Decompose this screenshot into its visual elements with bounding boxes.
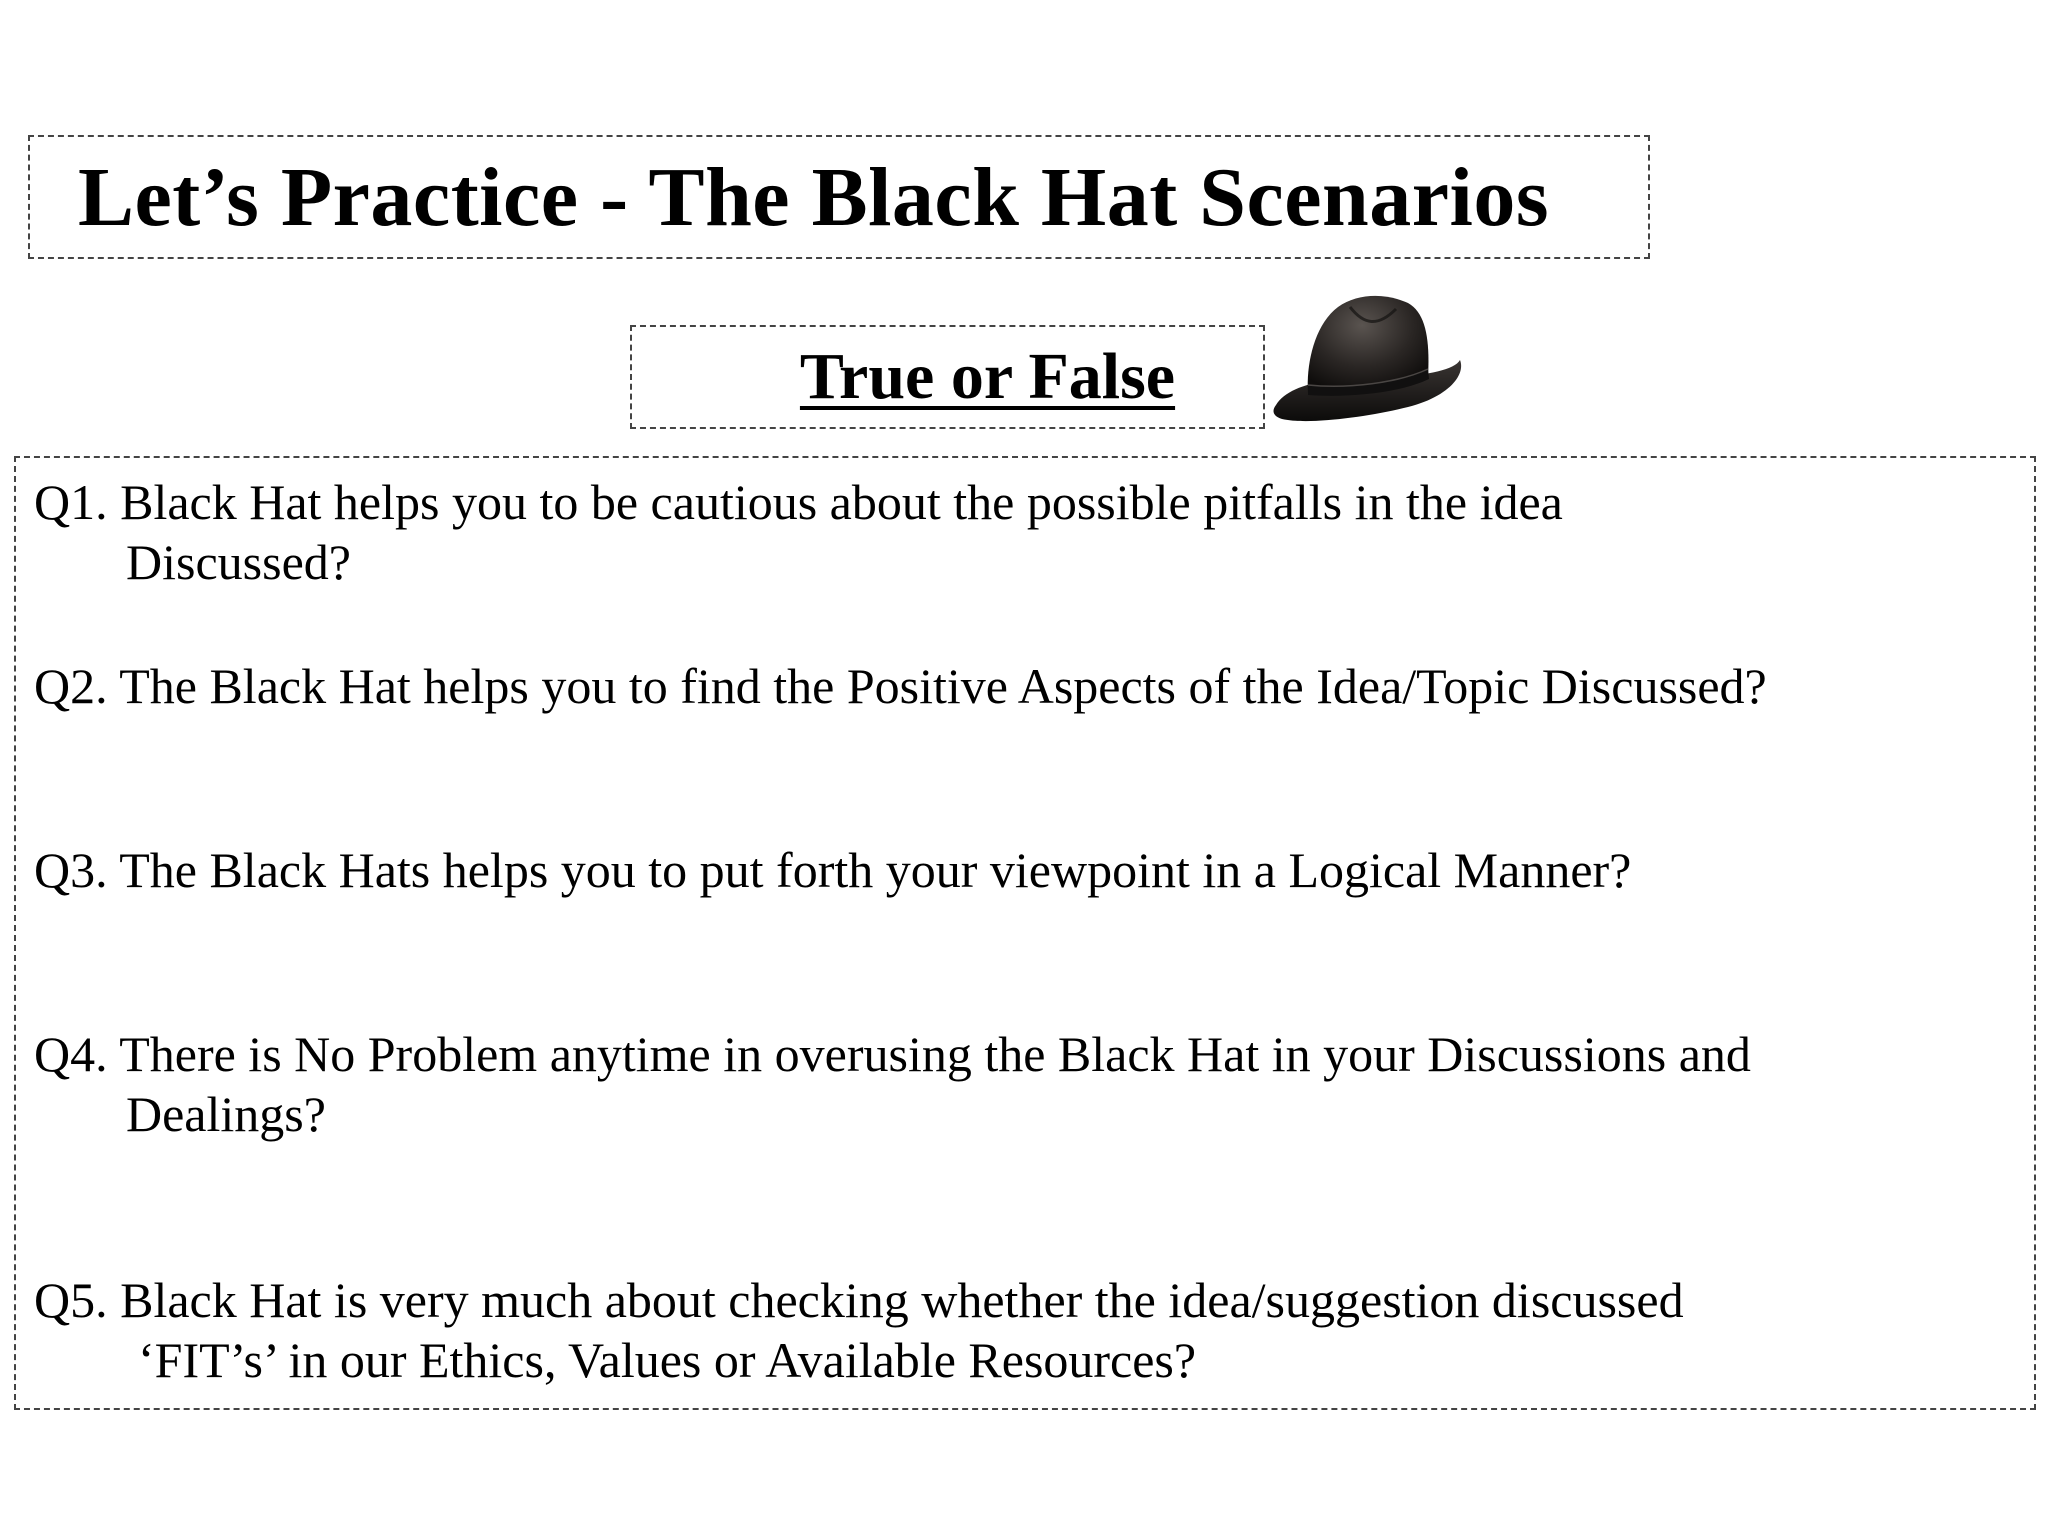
- question-text: The Black Hat helps you to find the Positive Aspects of the Idea/Topic Discussed?: [119, 658, 1767, 714]
- question-5: [34, 1270, 1684, 1390]
- question-number: Q5.: [34, 1272, 108, 1328]
- question-text-continued: ‘FIT’s’ in our Ethics, Values or Available Resources?: [138, 1332, 1197, 1388]
- question-number: Q1.: [34, 474, 108, 530]
- black-hat-icon: [1268, 285, 1468, 435]
- question-number: Q2.: [34, 658, 108, 714]
- questions-box: [14, 456, 2036, 1410]
- question-text-continued: Discussed?: [126, 534, 351, 590]
- question-2: [34, 656, 1767, 716]
- question-text: There is No Problem anytime in overusing the Black Hat in your Discussions and: [119, 1026, 1751, 1082]
- question-text: Black Hat helps you to be cautious about the possible pitfalls in the idea: [120, 474, 1563, 530]
- question-number: Q3.: [34, 842, 108, 898]
- subtitle-box: [630, 325, 1265, 429]
- question-4: [34, 1024, 1751, 1144]
- question-text: The Black Hats helps you to put forth your viewpoint in a Logical Manner?: [119, 842, 1632, 898]
- subtitle: True or False: [799, 340, 1176, 413]
- page-title: Let’s Practice - The Black Hat Scenarios: [78, 150, 1550, 244]
- question-1: [34, 472, 1563, 592]
- title-box: [28, 135, 1650, 259]
- question-text-continued: Dealings?: [126, 1086, 326, 1142]
- question-3: [34, 840, 1631, 900]
- question-number: Q4.: [34, 1026, 108, 1082]
- question-text: Black Hat is very much about checking whether the idea/suggestion discussed: [120, 1272, 1684, 1328]
